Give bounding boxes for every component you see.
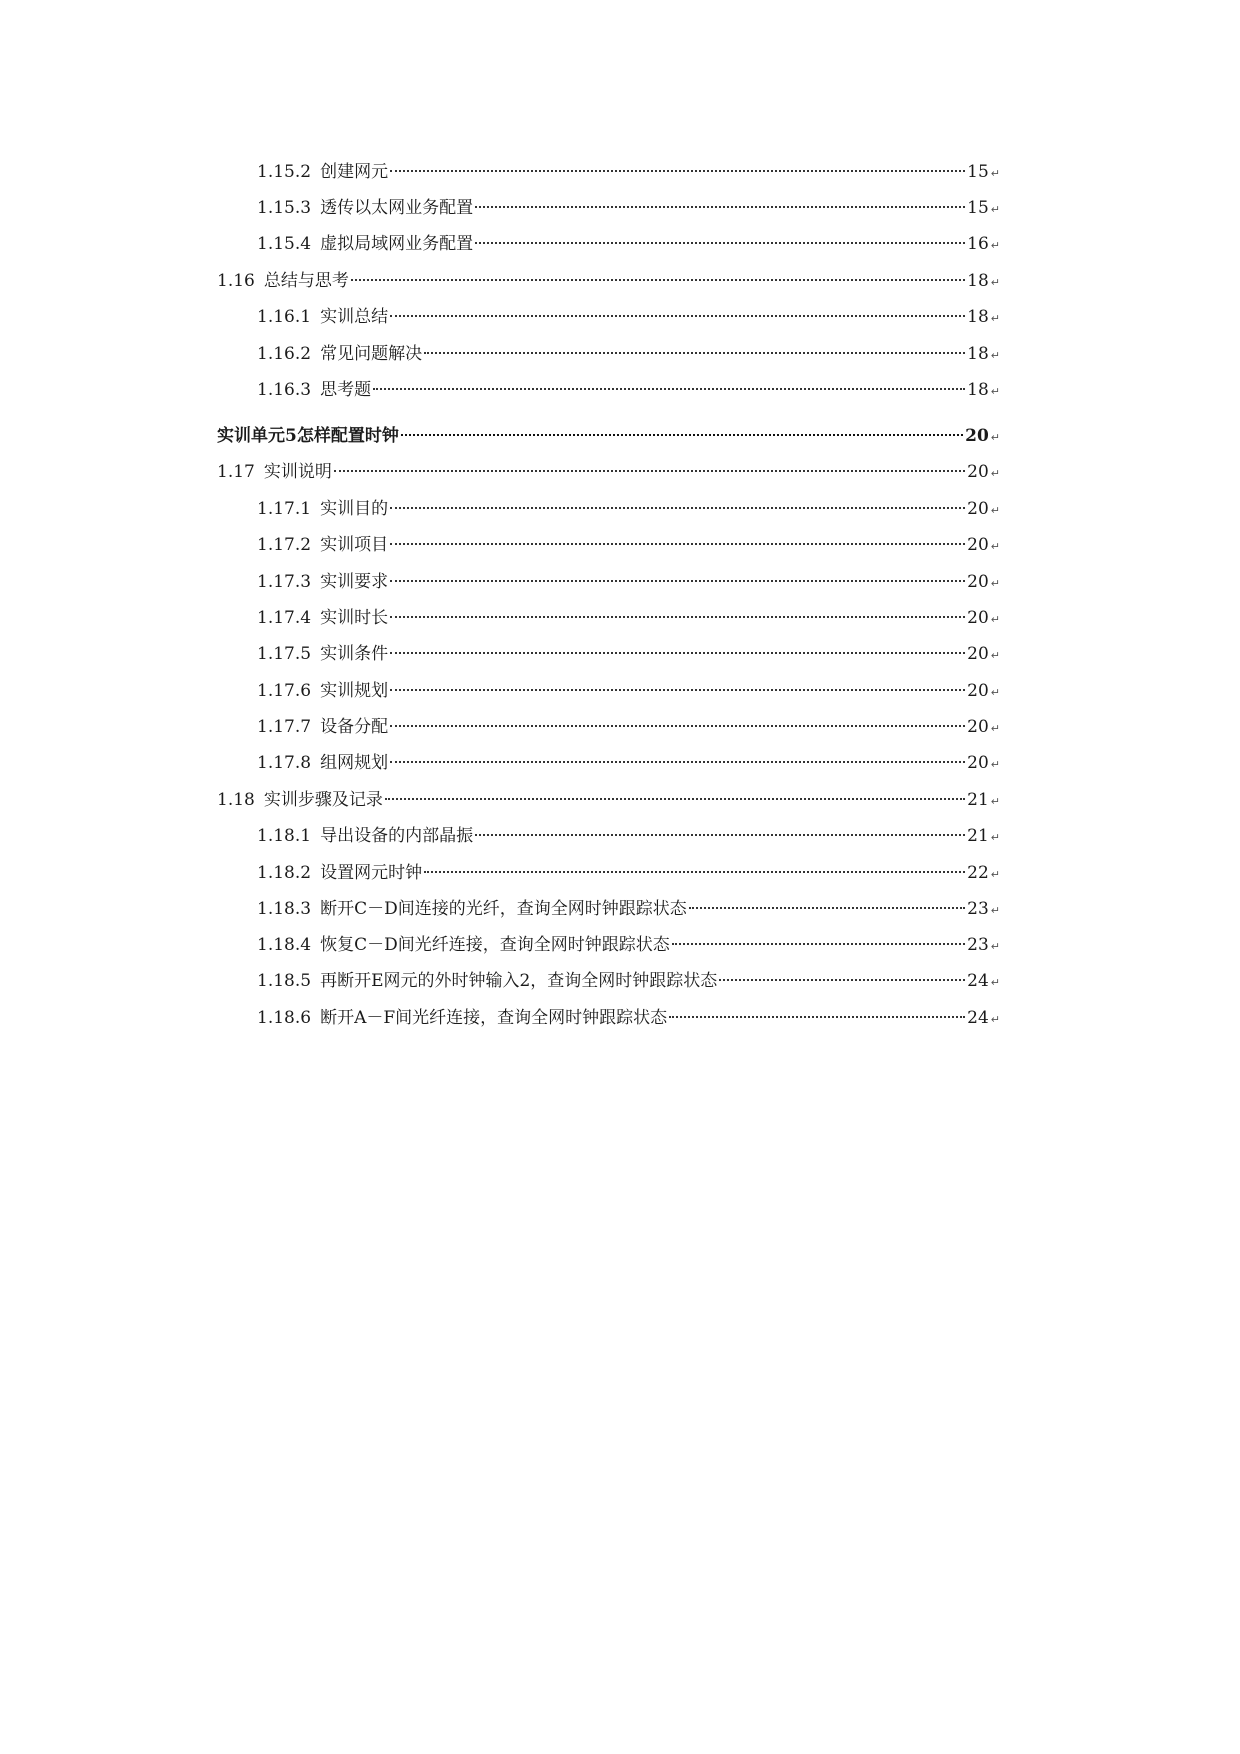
toc-number: 1.17.3 (257, 572, 312, 592)
paragraph-mark-icon: ↵ (990, 540, 1000, 553)
paragraph-mark-icon: ↵ (990, 795, 1000, 808)
toc-number: 1.17 (217, 462, 255, 482)
toc-number: 1.18.6 (257, 1008, 312, 1028)
paragraph-mark-icon: ↵ (990, 239, 1000, 252)
toc-title: 实训要求 (320, 572, 389, 592)
toc-entry-1-15-4[interactable] (257, 229, 1000, 259)
toc-page-number: 24 (967, 971, 989, 991)
paragraph-mark-icon: ↵ (990, 722, 1000, 735)
dot-leader (475, 206, 965, 208)
toc-number: 1.18.3 (257, 899, 312, 919)
paragraph-mark-icon: ↵ (990, 868, 1000, 881)
toc-title: 实训规划 (320, 681, 389, 701)
toc-entry-1-15-2[interactable] (257, 157, 1000, 187)
toc-number: 1.16.3 (257, 380, 312, 400)
toc-number: 1.15.4 (257, 234, 312, 254)
toc-title: 虚拟局域网业务配置 (320, 234, 474, 254)
dot-leader (390, 543, 965, 545)
paragraph-mark-icon: ↵ (990, 686, 1000, 699)
paragraph-mark-icon: ↵ (990, 167, 1000, 180)
toc-entry-1-15-3[interactable] (257, 193, 1000, 223)
toc-title: 设备分配 (320, 717, 389, 737)
toc-entry-1-17-5[interactable] (257, 639, 1000, 669)
toc-entry-1-17-7[interactable] (257, 712, 1000, 742)
toc-title: 断开A－F间光纤连接，查询全网时钟跟踪状态 (320, 1008, 668, 1028)
dot-leader (401, 434, 963, 436)
dot-leader (390, 170, 965, 172)
toc-page-number: 20 (967, 608, 989, 628)
toc-title: 实训总结 (320, 307, 389, 327)
paragraph-mark-icon: ↵ (990, 385, 1000, 398)
toc-page-number: 20 (967, 572, 989, 592)
paragraph-mark-icon: ↵ (990, 649, 1000, 662)
toc-number: 1.18 (217, 790, 255, 810)
dot-leader (385, 798, 965, 800)
toc-entry-1-17-2[interactable] (257, 530, 1000, 560)
toc-page-number: 21 (967, 826, 989, 846)
dot-leader (672, 943, 965, 945)
toc-entry-1-17-4[interactable] (257, 603, 1000, 633)
dot-leader (390, 315, 965, 317)
toc-number: 1.15.2 (257, 162, 312, 182)
toc-entry-1-16-3[interactable] (257, 375, 1000, 405)
toc-entry-1-17-3[interactable] (257, 567, 1000, 597)
toc-page-number: 23 (967, 935, 989, 955)
toc-title: 常见问题解决 (320, 344, 423, 364)
toc-title: 导出设备的内部晶振 (320, 826, 474, 846)
toc-page-number: 20 (967, 681, 989, 701)
toc-page-number: 15 (967, 198, 989, 218)
paragraph-mark-icon: ↵ (990, 904, 1000, 917)
toc-entry-1-18-3[interactable] (257, 894, 1000, 924)
toc-chapter-unit-5[interactable] (217, 421, 1000, 451)
paragraph-mark-icon: ↵ (990, 577, 1000, 590)
toc-entry-1-17-6[interactable] (257, 676, 1000, 706)
toc-page-number: 20 (967, 462, 989, 482)
toc-entry-1-16[interactable] (217, 266, 1000, 296)
dot-leader (390, 761, 965, 763)
toc-entry-1-17-1[interactable] (257, 494, 1000, 524)
toc-page-number: 18 (967, 307, 989, 327)
toc-number: 1.15.3 (257, 198, 312, 218)
toc-title: 设置网元时钟 (320, 863, 423, 883)
paragraph-mark-icon: ↵ (990, 976, 1000, 989)
toc-page-number: 16 (967, 234, 989, 254)
dot-leader (475, 834, 965, 836)
toc-number: 1.17.5 (257, 644, 312, 664)
toc-page-number: 20 (967, 644, 989, 664)
toc-page-number: 18 (967, 344, 989, 364)
dot-leader (390, 725, 965, 727)
toc-number: 1.18.2 (257, 863, 312, 883)
toc-title: 实训项目 (320, 535, 389, 555)
toc-entry-1-17-8[interactable] (257, 748, 1000, 778)
toc-page-number: 22 (967, 863, 989, 883)
paragraph-mark-icon: ↵ (990, 349, 1000, 362)
toc-page-number: 20 (967, 753, 989, 773)
toc-number: 1.18.4 (257, 935, 312, 955)
toc-entry-1-18-2[interactable] (257, 858, 1000, 888)
toc-title: 实训目的 (320, 499, 389, 519)
paragraph-mark-icon: ↵ (990, 613, 1000, 626)
toc-page-number: 24 (967, 1008, 989, 1028)
toc-page-number: 20 (967, 535, 989, 555)
toc-number: 1.17.2 (257, 535, 312, 555)
toc-number: 1.18.5 (257, 971, 312, 991)
toc-title: 实训条件 (320, 644, 389, 664)
dot-leader (390, 652, 965, 654)
toc-title: 创建网元 (320, 162, 389, 182)
toc-page-number: 18 (967, 271, 989, 291)
dot-leader (390, 689, 965, 691)
toc-entry-1-18-4[interactable] (257, 930, 1000, 960)
toc-entry-1-18[interactable] (217, 785, 1000, 815)
toc-title: 实训时长 (320, 608, 389, 628)
toc-entry-1-16-2[interactable] (257, 339, 1000, 369)
toc-chapter-title: 实训单元5怎样配置时钟 (217, 426, 399, 446)
dot-leader (424, 352, 965, 354)
dot-leader (373, 388, 965, 390)
toc-number: 1.17.7 (257, 717, 312, 737)
toc-entry-1-16-1[interactable] (257, 302, 1000, 332)
toc-title: 实训步骤及记录 (263, 790, 383, 810)
toc-title: 思考题 (320, 380, 372, 400)
dot-leader (424, 871, 965, 873)
toc-page-number: 18 (967, 380, 989, 400)
toc-number: 1.17.1 (257, 499, 312, 519)
paragraph-mark-icon: ↵ (990, 276, 1000, 289)
toc-number: 1.16 (217, 271, 255, 291)
toc-number: 1.17.4 (257, 608, 312, 628)
toc-title: 实训说明 (263, 462, 332, 482)
paragraph-mark-icon: ↵ (990, 312, 1000, 325)
dot-leader (390, 616, 965, 618)
toc-title: 再断开E网元的外时钟输入2，查询全网时钟跟踪状态 (320, 971, 718, 991)
toc-number: 1.16.1 (257, 307, 312, 327)
toc-page-number: 23 (967, 899, 989, 919)
toc-page-number: 20 (965, 426, 989, 446)
toc-page-number: 15 (967, 162, 989, 182)
paragraph-mark-icon: ↵ (990, 831, 1000, 844)
toc-title: 总结与思考 (263, 271, 349, 291)
toc-title: 恢复C－D间光纤连接，查询全网时钟跟踪状态 (320, 935, 670, 955)
toc-entry-1-17[interactable] (217, 457, 1000, 487)
dot-leader (689, 907, 965, 909)
dot-leader (334, 470, 965, 472)
dot-leader (669, 1016, 965, 1018)
toc-page-number: 20 (967, 499, 989, 519)
dot-leader (390, 580, 965, 582)
toc-number: 1.16.2 (257, 344, 312, 364)
toc-entry-1-18-6[interactable] (257, 1003, 1000, 1033)
toc-number: 1.17.8 (257, 753, 312, 773)
toc-title: 组网规划 (320, 753, 389, 773)
toc-title: 透传以太网业务配置 (320, 198, 474, 218)
toc-entry-1-18-5[interactable] (257, 966, 1000, 996)
dot-leader (390, 507, 965, 509)
paragraph-mark-icon: ↵ (990, 203, 1000, 216)
dot-leader (719, 979, 965, 981)
paragraph-mark-icon: ↵ (990, 504, 1000, 517)
paragraph-mark-icon: ↵ (990, 758, 1000, 771)
toc-title: 断开C－D间连接的光纤，查询全网时钟跟踪状态 (320, 899, 687, 919)
toc-page-number: 21 (967, 790, 989, 810)
toc-entry-1-18-1[interactable] (257, 821, 1000, 851)
toc-number: 1.17.6 (257, 681, 312, 701)
paragraph-mark-icon: ↵ (990, 940, 1000, 953)
dot-leader (475, 242, 965, 244)
paragraph-mark-icon: ↵ (990, 467, 1000, 480)
paragraph-mark-icon: ↵ (990, 431, 1000, 444)
toc-number: 1.18.1 (257, 826, 312, 846)
toc-page-number: 20 (967, 717, 989, 737)
paragraph-mark-icon: ↵ (990, 1013, 1000, 1026)
dot-leader (351, 279, 965, 281)
